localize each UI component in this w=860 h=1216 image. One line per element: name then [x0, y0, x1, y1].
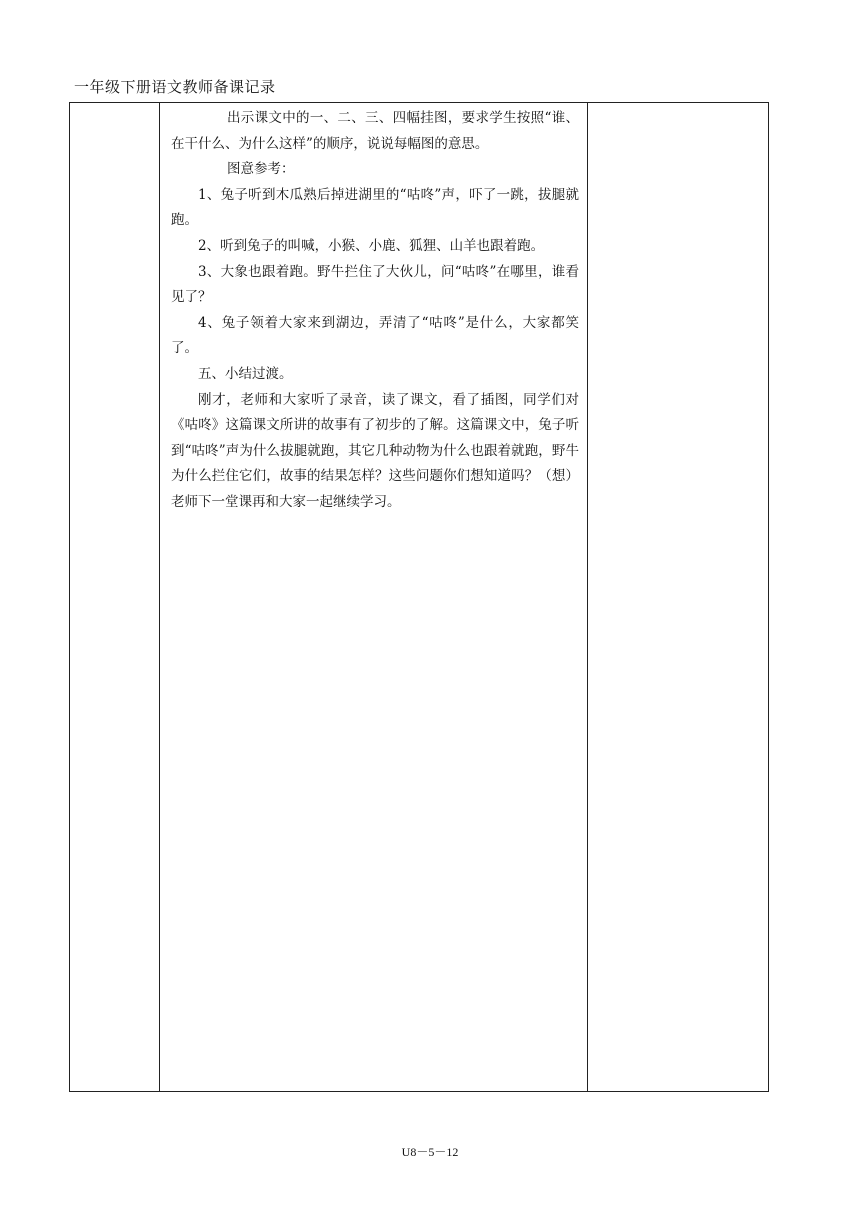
lesson-content-cell: [160, 103, 588, 1092]
table-row: [70, 103, 769, 1092]
notes-column-cell: [588, 103, 769, 1092]
content-paragraph: 五、小结过渡。: [198, 365, 293, 382]
lesson-content: [160, 103, 587, 516]
content-paragraph: 刚才，老师和大家听了录音，读了课文，看了插图，同学们对《咕咚》这篇课文所讲的故事有了初步的了解。这篇课文中，兔子听到“咕咚”声为什么拔腿就跑，其它几种动物为什么也跟着就跑，野牛为什么拦住它们，故事的结果怎样？这些问题你们想知道吗？（想）老师下一堂课再和大家一起继续学习。: [171, 391, 579, 510]
content-paragraph: 1、兔子听到木瓜熟后掉进湖里的“咕咚”声，吓了一跳，拔腿就跑。: [171, 186, 579, 229]
content-paragraph: 出示课文中的一、二、三、四幅挂图，要求学生按照“谁、在干什么、为什么这样”的顺序，说说每幅图的意思。: [171, 110, 579, 152]
lesson-plan-table: [69, 102, 769, 1092]
content-paragraph: 4、兔子领着大家来到湖边，弄清了“咕咚”是什么，大家都笑了。: [171, 314, 579, 357]
left-column-cell: [70, 103, 160, 1092]
page-header-title: 一年级下册语文教师备课记录: [74, 78, 276, 96]
content-paragraph: 3、大象也跟着跑。野牛拦住了大伙儿，问“咕咚”在哪里，谁看见了？: [171, 263, 579, 306]
content-paragraph: 2、听到兔子的叫喊，小猴、小鹿、狐狸、山羊也跟着跑。: [198, 237, 545, 254]
content-paragraph: 图意参考：: [227, 161, 295, 178]
page-number: U8－5－12: [401, 1145, 459, 1159]
